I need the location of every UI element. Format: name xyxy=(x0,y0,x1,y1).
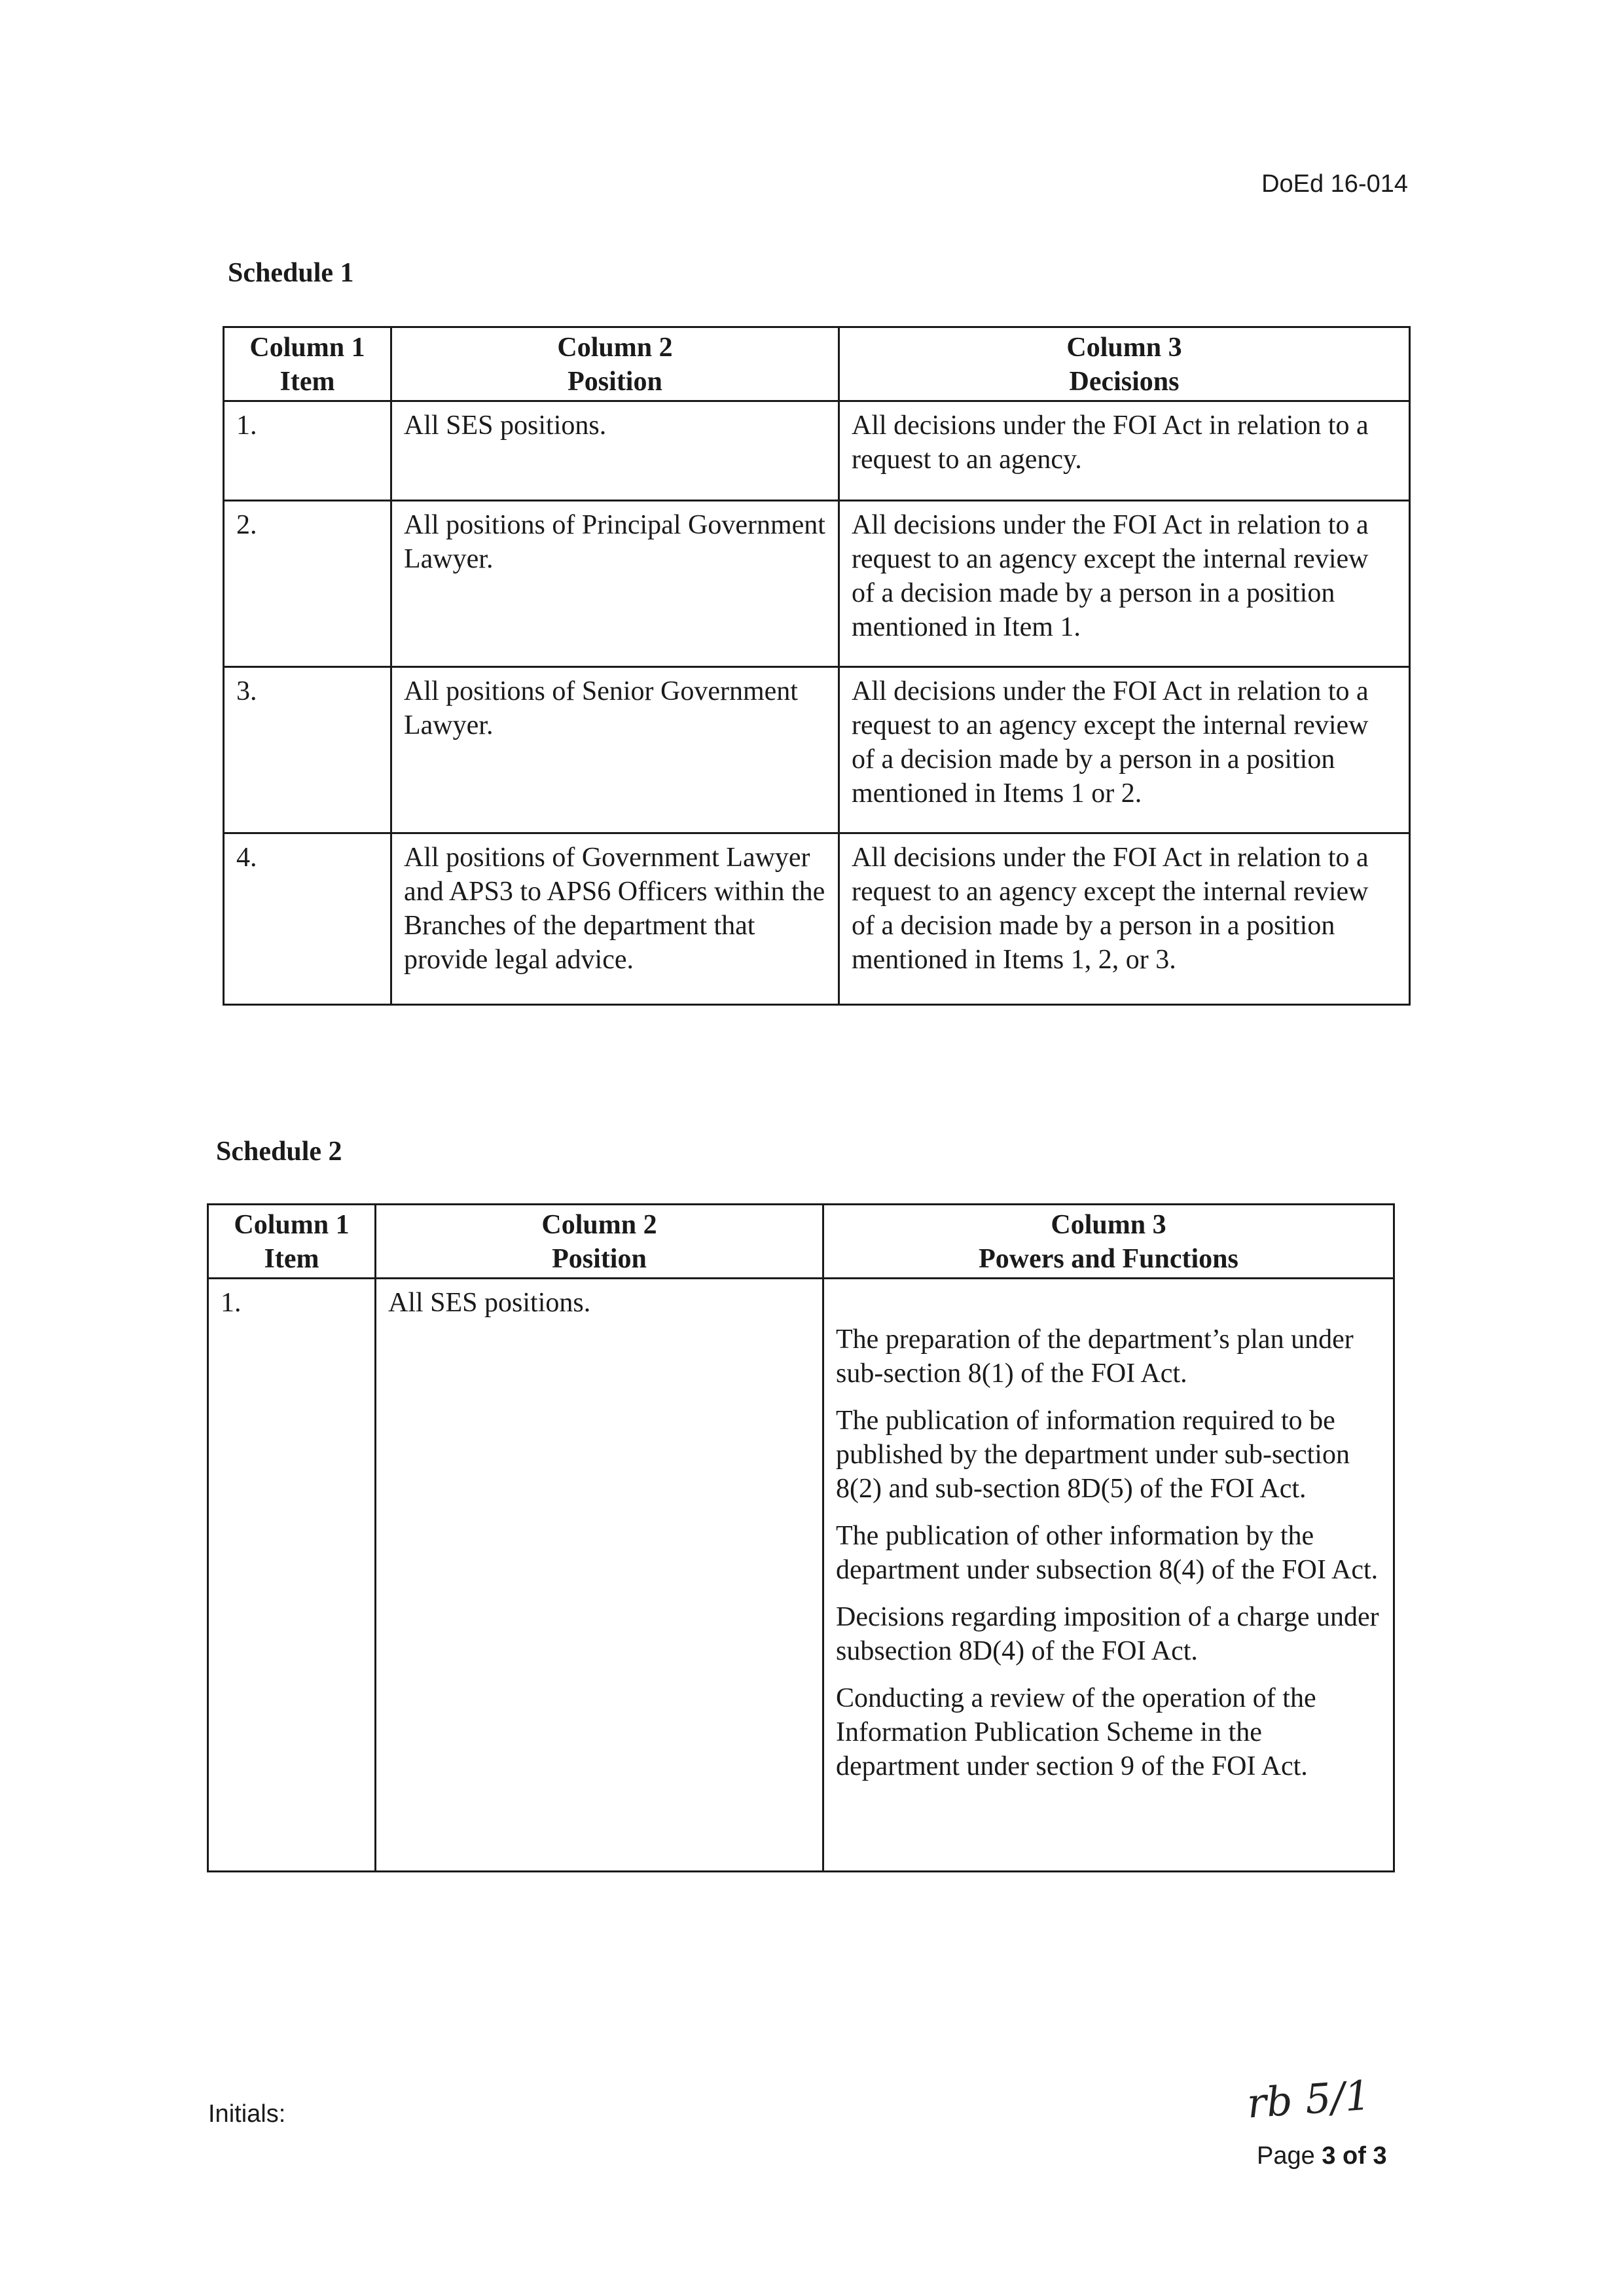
initials-label: Initials: xyxy=(208,2100,286,2128)
table-header-row xyxy=(208,1205,1394,1279)
document-reference: DoEd 16-014 xyxy=(1261,170,1408,198)
function-paragraph: The publication of information required to be published by the department under sub-section 8(2) and sub-section 8D(5) of the FOI Act. xyxy=(836,1406,1350,1504)
item-number: 2. xyxy=(224,501,391,667)
column-header: Column 3 Powers and Functions xyxy=(823,1205,1394,1279)
decision-cell: All decisions under the FOI Act in relation to a request to an agency except the internal review of a decision made by a person in a position mentioned in Items 1 or 2. xyxy=(839,667,1410,833)
table-row xyxy=(224,667,1410,833)
position-cell: All SES positions. xyxy=(376,1279,823,1872)
column-header: Column 3 Decisions xyxy=(839,327,1410,401)
item-number: 1. xyxy=(224,401,391,501)
functions-cell xyxy=(823,1279,1394,1872)
position-cell: All SES positions. xyxy=(391,401,839,501)
position-cell: All positions of Government Lawyer and APS3 to APS6 Officers within the Branches of the department that provide legal advice. xyxy=(391,833,839,1005)
function-paragraph: The preparation of the department’s plan under sub-section 8(1) of the FOI Act. xyxy=(836,1324,1354,1389)
function-paragraph: Conducting a review of the operation of the Information Publication Scheme in the department under section 9 of the FOI Act. xyxy=(836,1683,1316,1781)
column-header: Column 2 Position xyxy=(391,327,839,401)
page-number: Page 3 of 3 xyxy=(1257,2142,1387,2170)
schedule-2-title: Schedule 2 xyxy=(216,1137,342,1167)
column-header: Column 1 Item xyxy=(208,1205,376,1279)
item-number: 1. xyxy=(208,1279,376,1872)
schedule-1-title: Schedule 1 xyxy=(228,258,354,288)
handwritten-initials: rb 5/1 xyxy=(1245,2071,1373,2128)
table-header-row xyxy=(224,327,1410,401)
decision-cell: All decisions under the FOI Act in relation to a request to an agency except the internal review of a decision made by a person in a position mentioned in Item 1. xyxy=(839,501,1410,667)
table-row xyxy=(224,401,1410,501)
table-row xyxy=(208,1279,1394,1872)
position-cell: All positions of Senior Government Lawyer. xyxy=(391,667,839,833)
decision-cell: All decisions under the FOI Act in relation to a request to an agency. xyxy=(839,401,1410,501)
function-paragraph: The publication of other information by the department under subsection 8(4) of the FOI Act. xyxy=(836,1521,1379,1585)
decision-cell: All decisions under the FOI Act in relation to a request to an agency except the internal review of a decision made by a person in a position mentioned in Items 1, 2, or 3. xyxy=(839,833,1410,1005)
table-row xyxy=(224,833,1410,1005)
schedule-1-table xyxy=(223,326,1411,1006)
item-number: 4. xyxy=(224,833,391,1005)
column-header: Column 1 Item xyxy=(224,327,391,401)
item-number: 3. xyxy=(224,667,391,833)
function-paragraph: Decisions regarding imposition of a charge under subsection 8D(4) of the FOI Act. xyxy=(836,1602,1379,1666)
position-cell: All positions of Principal Government Lawyer. xyxy=(391,501,839,667)
column-header: Column 2 Position xyxy=(376,1205,823,1279)
table-row xyxy=(224,501,1410,667)
schedule-2-table xyxy=(207,1203,1395,1872)
